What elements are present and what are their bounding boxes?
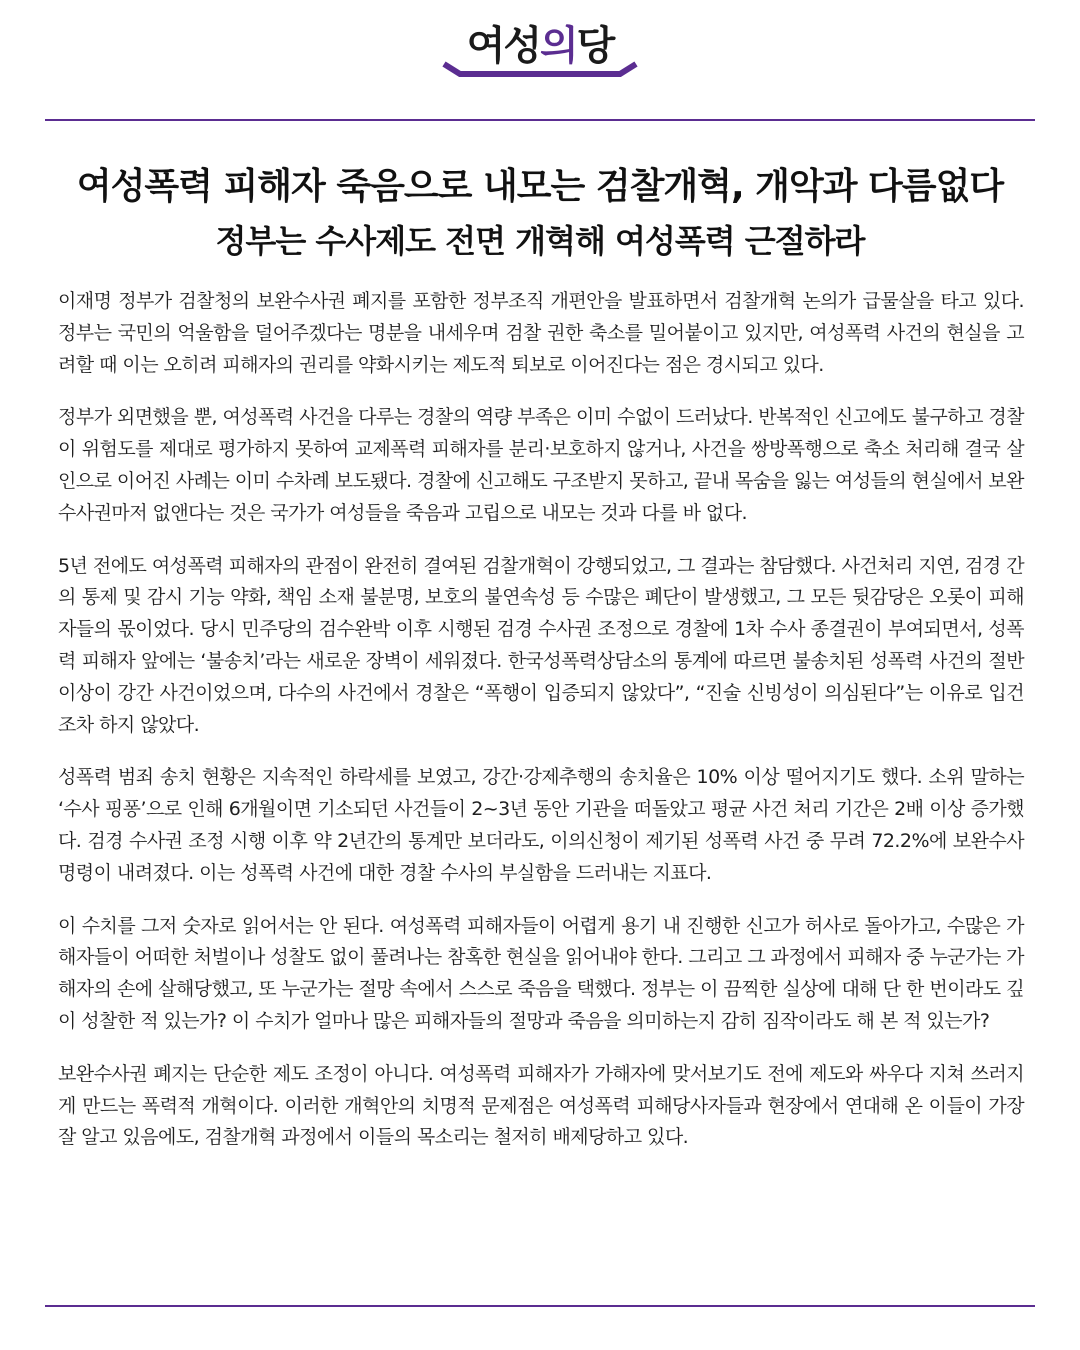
paragraph-1: 이재명 정부가 검찰청의 보완수사권 폐지를 포함한 정부조직 개편안을 발표하면서 검찰개혁 논의가 급물살을 타고 있다. 정부는 국민의 억울함을 덜어주겠다는 명분을 내세우며 검찰 권한 축소를 밀어붙이고 있지만, 여성폭력 사건의 현실을 고려할 때 이는 오히려 피해자의 권리를 약화시키는 제도적 퇴보로 이어진다는 점은 경시되고 있다.	[58, 290, 1024, 376]
article-body	[58, 286, 1024, 1175]
paragraph-6: 보완수사권 폐지는 단순한 제도 조정이 아니다. 여성폭력 피해자가 가해자에 맞서보기도 전에 제도와 싸우다 지쳐 쓰러지게 만드는 폭력적 개혁이다. 이러한 개혁안의 치명적 문제점은 여성폭력 피해당사자들과 현장에서 연대해 온 이들이 가장 잘 알고 있음에도, 검찰개혁 과정에서 이들의 목소리는 철저히 배제당하고 있다.	[58, 1062, 1024, 1149]
paragraph-4: 성폭력 범죄 송치 현황은 지속적인 하락세를 보였고, 강간·강제추행의 송치율은 10% 이상 떨어지기도 했다. 소위 말하는 ‘수사 핑퐁’으로 인해 6개월이면 기소되던 사건들이 2~3년 동안 기관을 떠돌았고 평균 사건 처리 기간은 2배 이상 증가했다. 검경 수사권 조정 시행 이후 약 2년간의 통계만 보더라도, 이의신청이 제기된 성폭력 사건 중 무려 72.2%에 보완수사 명령이 내려졌다. 이는 성폭력 사건에 대한 경찰 수사의 부실함을 드러내는 지표다.	[58, 766, 1024, 884]
headline-subtitle: 정부는 수사제도 전면 개혁해 여성폭력 근절하라	[215, 222, 865, 260]
logo-text-part1: 여성	[466, 23, 540, 69]
header-divider	[45, 119, 1035, 121]
logo-text-accent: 의	[540, 23, 577, 69]
paragraph-5: 이 수치를 그저 숫자로 읽어서는 안 된다. 여성폭력 피해자들이 어렵게 용기 내 진행한 신고가 허사로 돌아가고, 수많은 가해자들이 어떠한 처벌이나 성찰도 없이 풀려나는 참혹한 현실을 읽어내야 한다. 그리고 그 과정에서 피해자 중 누군가는 가해자의 손에 살해당했고, 또 누군가는 절망 속에서 스스로 죽음을 택했다. 정부는 이 끔찍한 실상에 대해 단 한 번이라도 깊이 성찰한 적 있는가? 이 수치가 얼마나 많은 피해자들의 절망과 죽음을 의미하는지 감히 짐작이라도 해 본 적 있는가?	[58, 914, 1024, 1032]
paragraph-2: 정부가 외면했을 뿐, 여성폭력 사건을 다루는 경찰의 역량 부족은 이미 수없이 드러났다. 반복적인 신고에도 불구하고 경찰이 위험도를 제대로 평가하지 못하여 교제폭력 피해자를 분리·보호하지 않거나, 사건을 쌍방폭행으로 축소 처리해 결국 살인으로 이어진 사례는 이미 수차례 보도됐다. 경찰에 신고해도 구조받지 못하고, 끝내 목숨을 잃는 여성들의 현실에서 보완수사권마저 없앤다는 것은 국가가 여성들을 죽음과 고립으로 내모는 것과 다를 바 없다.	[58, 406, 1024, 524]
logo-text-part3: 당	[576, 23, 614, 69]
footer-divider	[45, 1305, 1035, 1307]
logo-chevron-icon	[440, 60, 640, 78]
headline-title: 여성폭력 피해자 죽음으로 내모는 검찰개혁, 개악과 다름없다	[76, 166, 1004, 207]
party-logo	[0, 22, 1080, 92]
paragraph-3: 5년 전에도 여성폭력 피해자의 관점이 완전히 결여된 검찰개혁이 강행되었고, 그 결과는 참담했다. 사건처리 지연, 검경 간의 통제 및 감시 기능 약화, 책임 소재 불분명, 보호의 불연속성 등 수많은 폐단이 발생했고, 그 모든 뒷감당은 오롯이 피해자들의 몫이었다. 당시 민주당의 검수완박 이후 시행된 검경 수사권 조정으로 경찰에 1차 수사 종결권이 부여되면서, 성폭력 피해자 앞에는 ‘불송치’라는 새로운 장벽이 세워졌다. 한국성폭력상담소의 통계에 따르면 불송치된 성폭력 사건의 절반 이상이 강간 사건이었으며, 다수의 사건에서 경찰은 “폭행이 입증되지 않았다”, “진술 신빙성이 의심된다”는 이유로 입건조차 하지 않았다.	[58, 554, 1024, 736]
